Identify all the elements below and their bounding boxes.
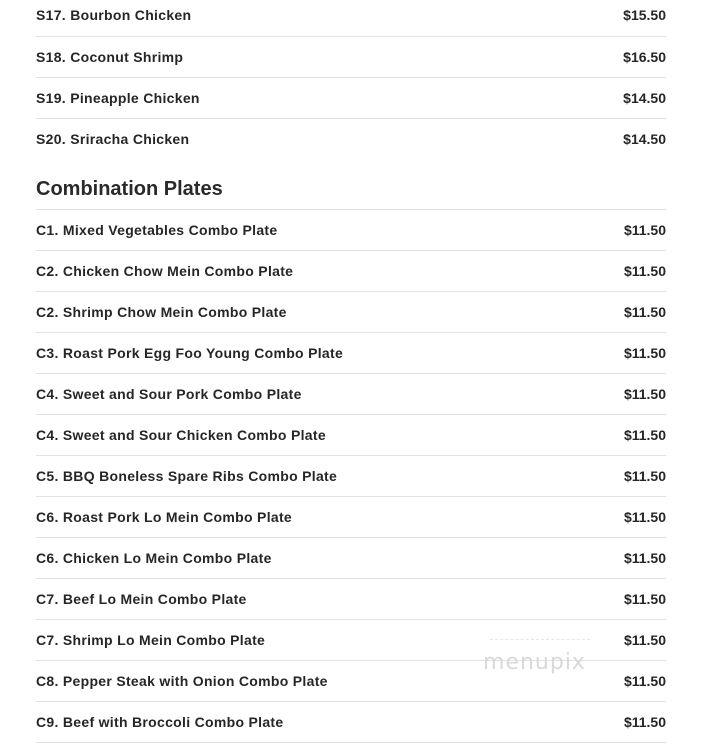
menu-item-name: C7. Shrimp Lo Mein Combo Plate [36,632,266,648]
menu-item-name: S17. Bourbon Chicken [36,7,192,23]
menu-item-price: $11.50 [623,714,666,730]
section-title: Combination Plates [36,159,666,210]
menu-item-name: C6. Chicken Lo Mein Combo Plate [36,550,272,566]
menu-item-name: C1. Mixed Vegetables Combo Plate [36,222,278,238]
menu-item-price: $16.50 [623,49,666,65]
menu-item-price: $11.50 [623,550,666,566]
menu-item-name: C7. Beef Lo Mein Combo Plate [36,591,247,607]
menu-item [36,210,666,251]
menu-item [36,0,666,37]
menu-item-name: C5. BBQ Boneless Spare Ribs Combo Plate [36,468,338,484]
menu-item-price: $11.50 [623,632,666,648]
menu-item [36,119,666,159]
menu-item [36,78,666,119]
menu-item-price: $11.50 [623,468,666,484]
menu-item-price: $11.50 [623,509,666,525]
menu-item-price: $15.50 [623,7,666,23]
menu-item [36,333,666,374]
menu-item-price: $11.50 [623,427,666,443]
menu-item-name: C8. Pepper Steak with Onion Combo Plate [36,673,328,689]
menu-item [36,251,666,292]
menu-item-price: $11.50 [623,386,666,402]
menu-item [36,415,666,456]
menu-list [36,0,666,743]
menu-item-name: C6. Roast Pork Lo Mein Combo Plate [36,509,293,525]
menu-item-price: $11.50 [623,591,666,607]
menu-item-name: C3. Roast Pork Egg Foo Young Combo Plate [36,345,344,361]
menu-item-name: C4. Sweet and Sour Pork Combo Plate [36,386,302,402]
menu-item-price: $14.50 [623,90,666,106]
menu-item-name: C2. Shrimp Chow Mein Combo Plate [36,304,287,320]
menu-item-name: C2. Chicken Chow Mein Combo Plate [36,263,294,279]
menu-item [36,37,666,78]
watermark-logo: menupix [483,650,586,675]
menu-item-price: $11.50 [623,673,666,689]
menu-item [36,374,666,415]
menu-item-price: $14.50 [623,131,666,147]
menu-item-price: $11.50 [623,263,666,279]
menu-item-name: S20. Sriracha Chicken [36,131,190,147]
menu-item-name: S19. Pineapple Chicken [36,90,200,106]
menu-item-name: S18. Coconut Shrimp [36,49,184,65]
menu-item [36,538,666,579]
menu-item [36,702,666,743]
menu-item-price: $11.50 [623,345,666,361]
menu-item [36,292,666,333]
menu-item-price: $11.50 [623,304,666,320]
menu-item-price: $11.50 [623,222,666,238]
menu-item-name: C4. Sweet and Sour Chicken Combo Plate [36,427,326,443]
menu-item [36,579,666,620]
menu-item [36,497,666,538]
watermark-divider [490,639,590,640]
menu-item [36,456,666,497]
menu-item-name: C9. Beef with Broccoli Combo Plate [36,714,284,730]
